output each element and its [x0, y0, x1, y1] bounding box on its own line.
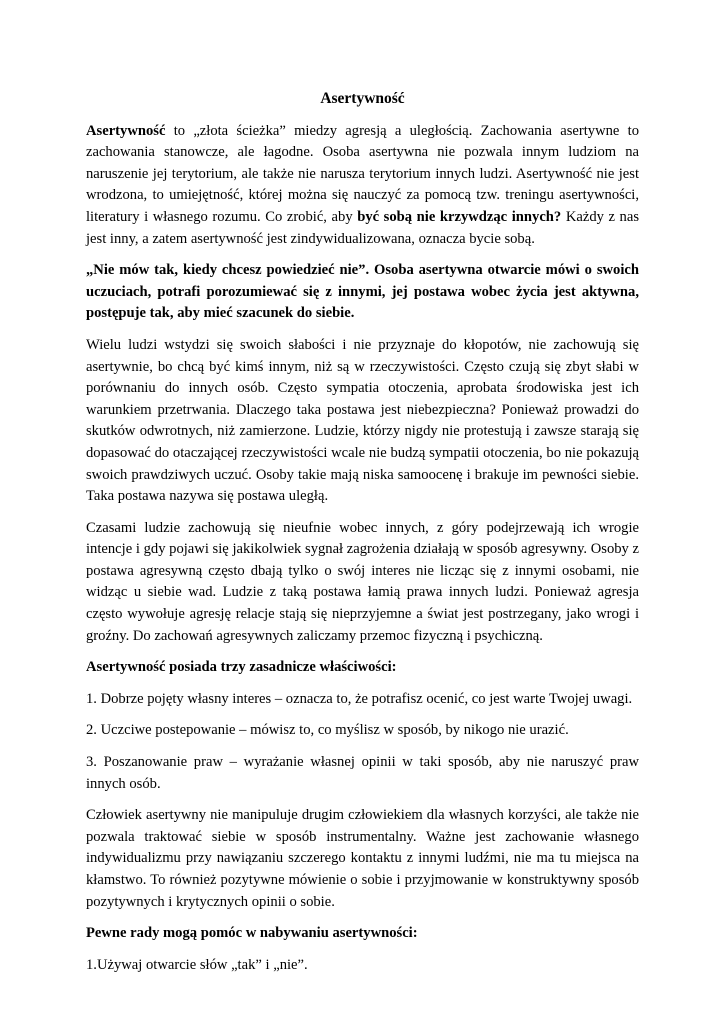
- document-page: [86, 88, 639, 986]
- tip-item-1: 1.Używaj otwarcie słów „tak” i „nie”.: [86, 956, 308, 973]
- list-item-3: 3. Poszanowanie praw – wyrażanie własnej opinii w taki sposób, aby nie naruszyć praw innych osób.: [86, 754, 639, 792]
- heading-tips: Pewne rady mogą pomóc w nabywaniu asertywności:: [86, 925, 418, 942]
- heading-properties: Asertywność posiada trzy zasadnicze właściwości:: [86, 659, 397, 676]
- paragraph-submissive: Wielu ludzi wstydzi się swoich słabości i nie przyznaje do kłopotów, nie zachowują się asertywnie, bo chcą być kimś innym, niż są w rzeczywistości. Często czują się zbyt słabi w porównaniu do innych osób. Często sympatia otoczenia, aprobata środowiska jest ich warunkiem przetrwania. Dlaczego taka postawa jest niebezpieczna? Ponieważ prowadzi do skutków odwrotnych, niż zamierzone. Ludzie, którzy nigdy nie protestują i zawsze starają się dopasować do otaczającej rzeczywistości wcale nie budzą sympatii otoczenia, bo nie pokazują swoich prawdziwych uczuć. Osoby takie mają niska samoocenę i brakuje im pewności siebie. Taka postawa nazywa się postawa uległą.: [86, 336, 639, 505]
- intro-text-2: Każdy z nas jest inny, a zatem asertywność jest zindywidualizowana, oznacza bycie sobą.: [86, 208, 640, 247]
- list-item-2: 2. Uczciwe postepowanie – mówisz to, co myślisz w sposób, by nikogo nie urazić.: [86, 722, 569, 739]
- paragraph-quote: „Nie mów tak, kiedy chcesz powiedzieć nie”. Osoba asertywna otwarcie mówi o swoich uczuciach, potrafi porozumiewać się z innymi, jej postawa wobec życia jest aktywna, postępuje tak, aby mieć szacunek do siebie.: [86, 262, 639, 322]
- document-title: Asertywność: [320, 90, 405, 107]
- list-item-1: 1. Dobrze pojęty własny interes – oznacza to, że potrafisz ocenić, co jest warte Twojej uwagi.: [86, 690, 633, 707]
- intro-text-1: to „złota ścieżka” miedzy agresją a uległością. Zachowania asertywne to zachowania stanowcze, ale łagodne. Osoba asertywna nie pozwala innym ludziom na naruszenie jej terytorium, ale także nie narusza terytorium innych ludzi. Asertywność nie jest wrodzona, to umiejętność, której można się nauczyć za pomocą tzw. treningu asertywności, literatury i własnego rozumu. Co zrobić, aby: [86, 122, 639, 225]
- paragraph-assertive-person: Człowiek asertywny nie manipuluje drugim człowiekiem dla własnych korzyści, ale także nie pozwala traktować siebie w sposób instrumentalny. Ważne jest zachowanie własnego indywidualizmu przy nawiązaniu szczerego kontaktu z innymi ludźmi, nie ma tu miejsca na kłamstwo. To również pozytywne mówienie o sobie i przyjmowanie w konstruktywny sposób pozytywnych i krytycznych opinii o sobie.: [86, 807, 639, 910]
- intro-emphasis: być sobą nie krzywdząc innych?: [357, 208, 562, 225]
- intro-lead-term: Asertywność: [86, 122, 166, 139]
- paragraph-intro: [86, 121, 639, 251]
- paragraph-aggressive: Czasami ludzie zachowują się nieufnie wobec innych, z góry podejrzewają ich wrogie intencje i gdy pojawi się jakikolwiek sygnał zagrożenia działają w sposób agresywny. Osoby z postawa agresywną często dbają tylko o swój interes nie licząc się z innymi osobami, nie widząc u siebie wad. Ludzie z taką postawa łamią prawa innych ludzi. Ponieważ agresja często wywołuje agresję relacje stają się nieprzyjemne a świat jest postrzegany, jako wrogi i groźny. Do zachowań agresywnych zaliczamy przemoc fizyczną i psychiczną.: [86, 519, 639, 644]
